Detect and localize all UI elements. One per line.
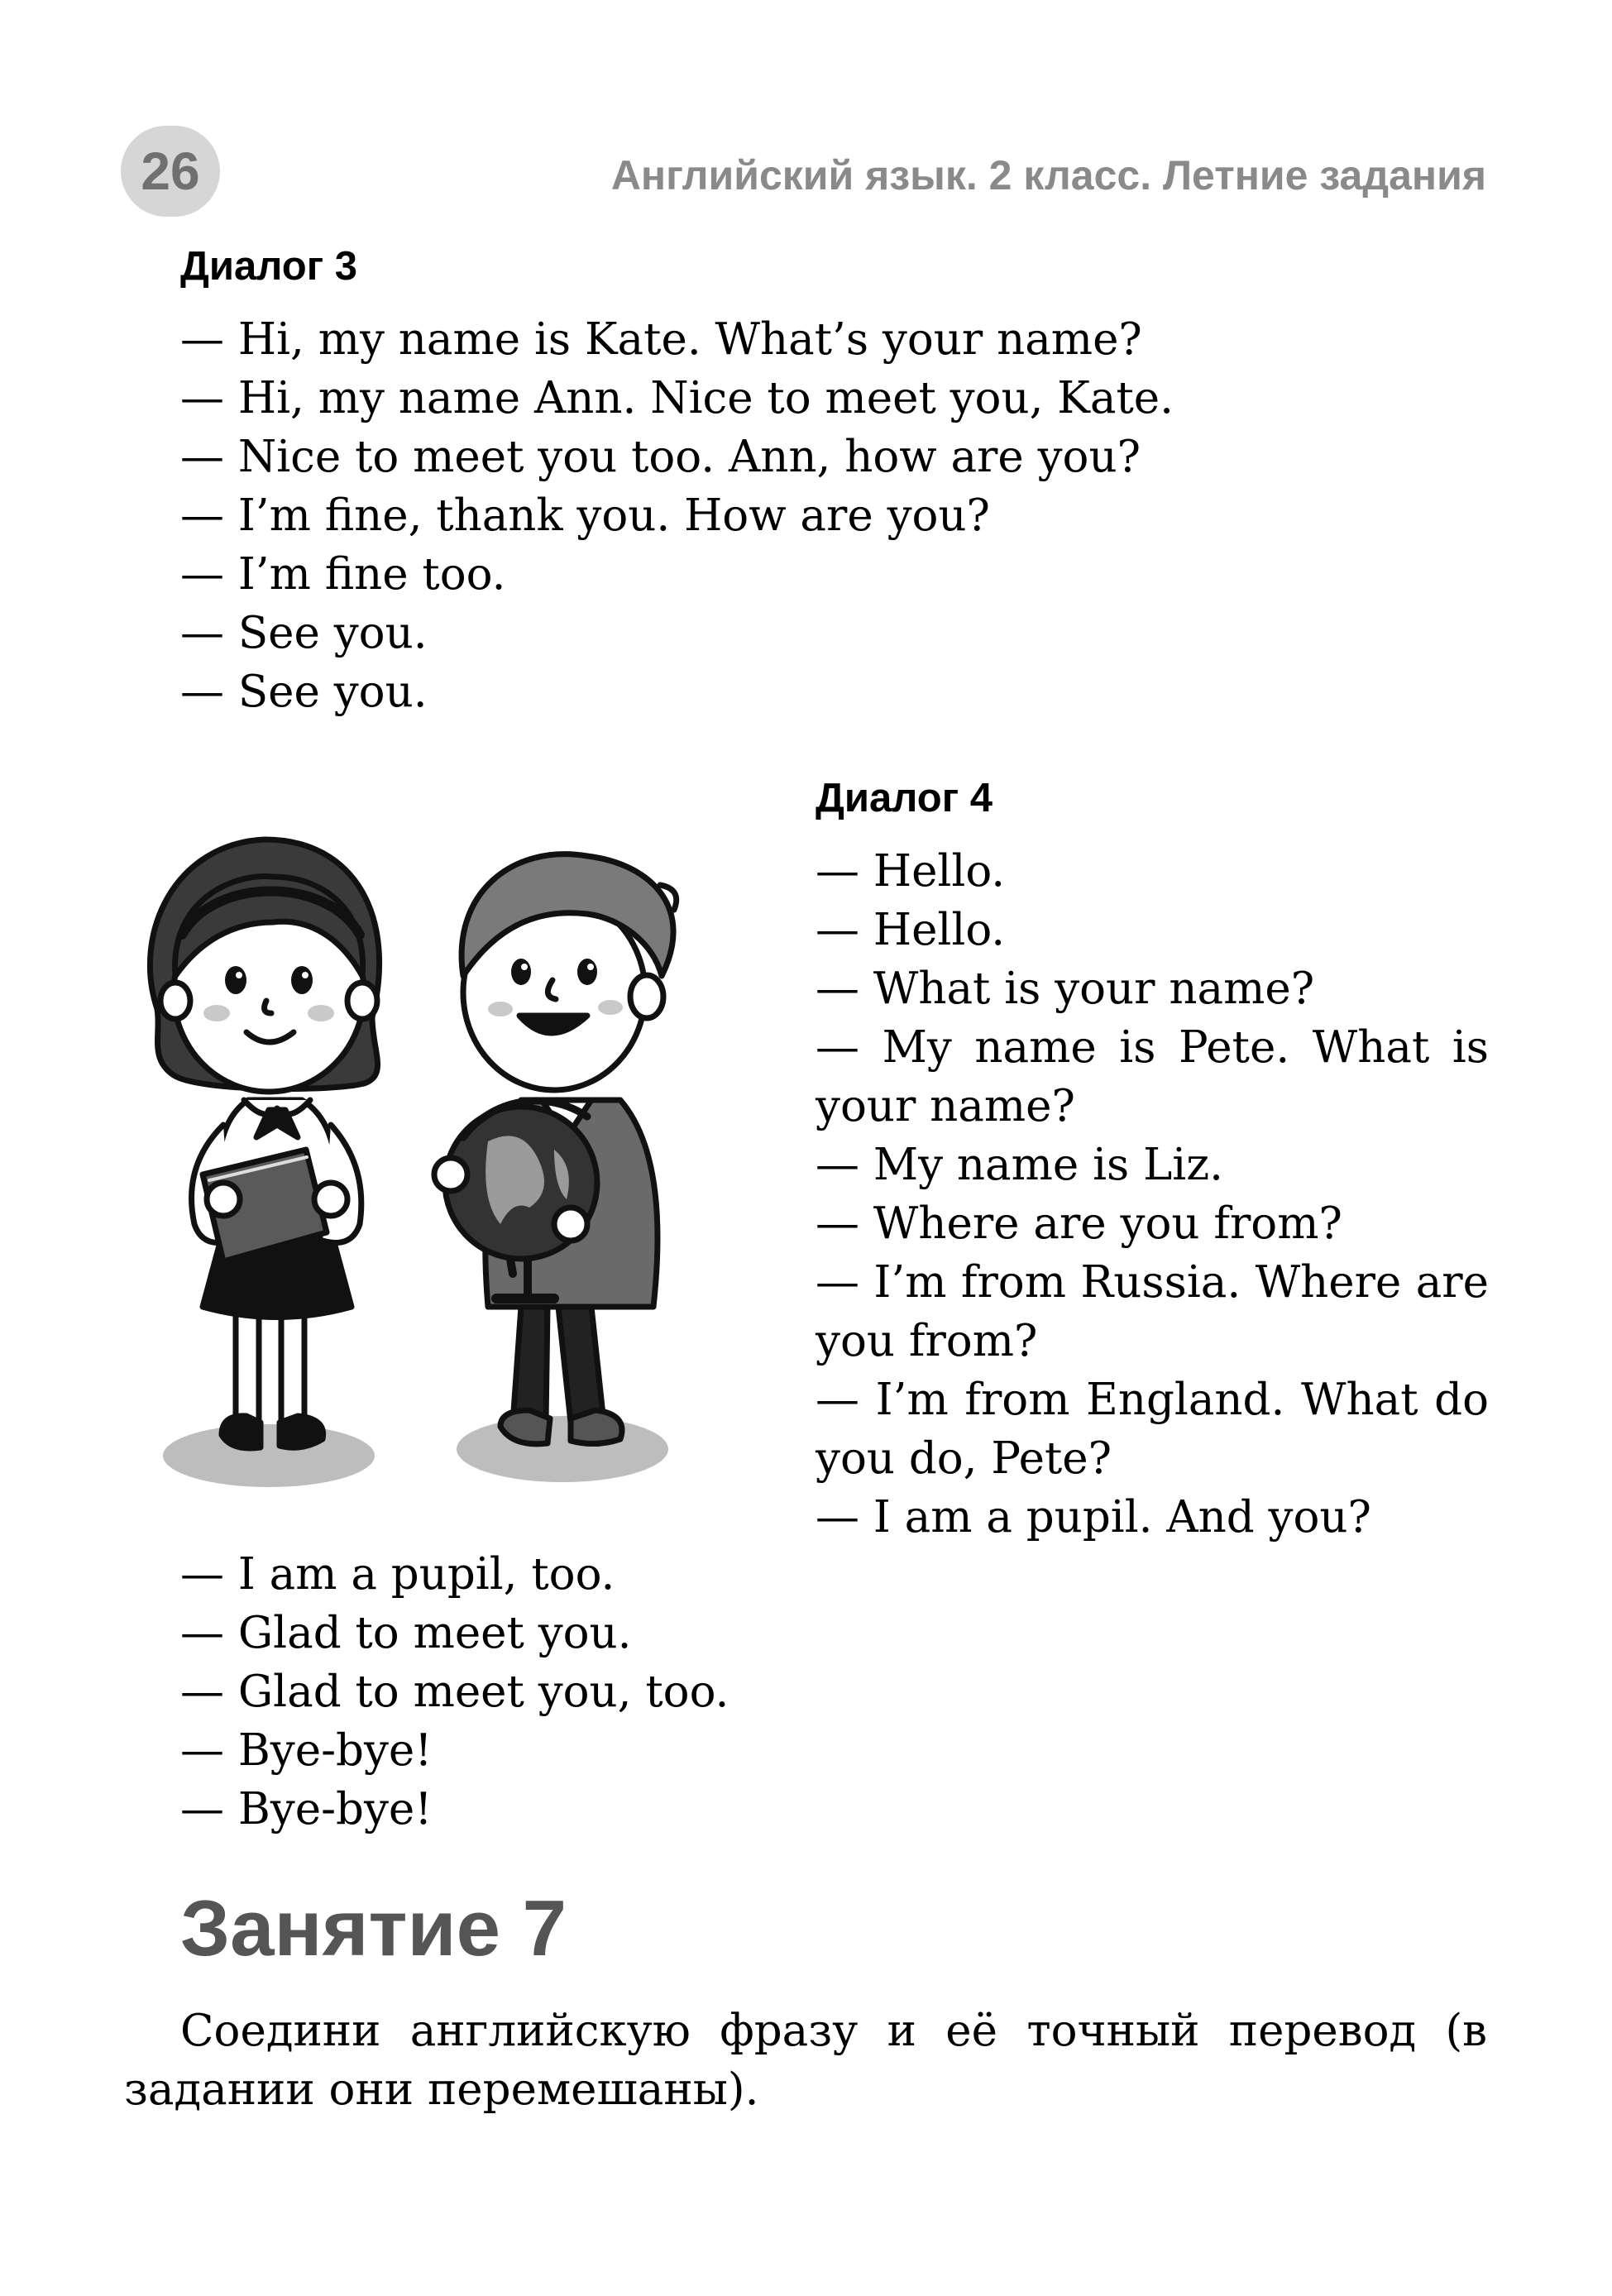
page-number: 26 xyxy=(121,126,220,217)
task-instruction: Соедини английскую фразу и её точный перевод (в задании они перемешаны). xyxy=(124,2006,1487,2115)
dialog-line: — Nice to meet you too. Ann, how are you? xyxy=(180,432,1141,482)
dialog-line: — My name is Liz. xyxy=(816,1140,1224,1190)
dialog3-title: Диалог 3 xyxy=(180,244,357,289)
dialog-line: — I’m from England. What do you do, Pete? xyxy=(816,1375,1489,1484)
dialog-line: — Hi, my name is Kate. What’s your name? xyxy=(180,314,1142,365)
children-illustration xyxy=(124,811,736,1505)
lesson-title: Занятие 7 xyxy=(180,1884,567,1973)
dialog-line: — Glad to meet you. xyxy=(180,1608,632,1658)
dialog-line: — My name is Pete. What is your name? xyxy=(816,1022,1489,1131)
dialog-line: — Hi, my name Ann. Nice to meet you, Kate. xyxy=(180,373,1174,423)
dialog-line: — Bye-bye! xyxy=(180,1725,433,1776)
dialog4-continued-lines xyxy=(180,1545,729,1839)
dialog3-lines xyxy=(180,310,1174,721)
dialog-line: — See you. xyxy=(180,608,428,658)
dialog-line: — Glad to meet you, too. xyxy=(180,1667,729,1717)
dialog-line: — I am a pupil, too. xyxy=(180,1549,615,1600)
dialog-line: — I’m from Russia. Where are you from? xyxy=(816,1257,1489,1366)
boy-figure xyxy=(434,854,677,1444)
dialog4-lines xyxy=(759,842,1489,1547)
dialog-line: — Bye-bye! xyxy=(180,1784,433,1834)
dialog-line: — See you. xyxy=(180,667,428,717)
dialog-line: — I’m fine too. xyxy=(180,549,506,600)
dialog4-title: Диалог 4 xyxy=(816,776,993,820)
dialog-line: — I am a pupil. And you? xyxy=(816,1492,1371,1543)
running-title: Английский язык. 2 класс. Летние задания xyxy=(610,152,1486,199)
dialog-line: — Hello. xyxy=(816,846,1006,897)
dialog-line: — Where are you from? xyxy=(816,1198,1342,1249)
girl-figure xyxy=(150,839,379,1448)
dialog-line: — Hello. xyxy=(816,905,1006,955)
girl-shadow xyxy=(163,1424,375,1487)
boy-shadow xyxy=(457,1416,668,1482)
dialog-line: — What is your name? xyxy=(816,964,1315,1014)
dialog-line: — I’m fine, thank you. How are you? xyxy=(180,490,990,541)
